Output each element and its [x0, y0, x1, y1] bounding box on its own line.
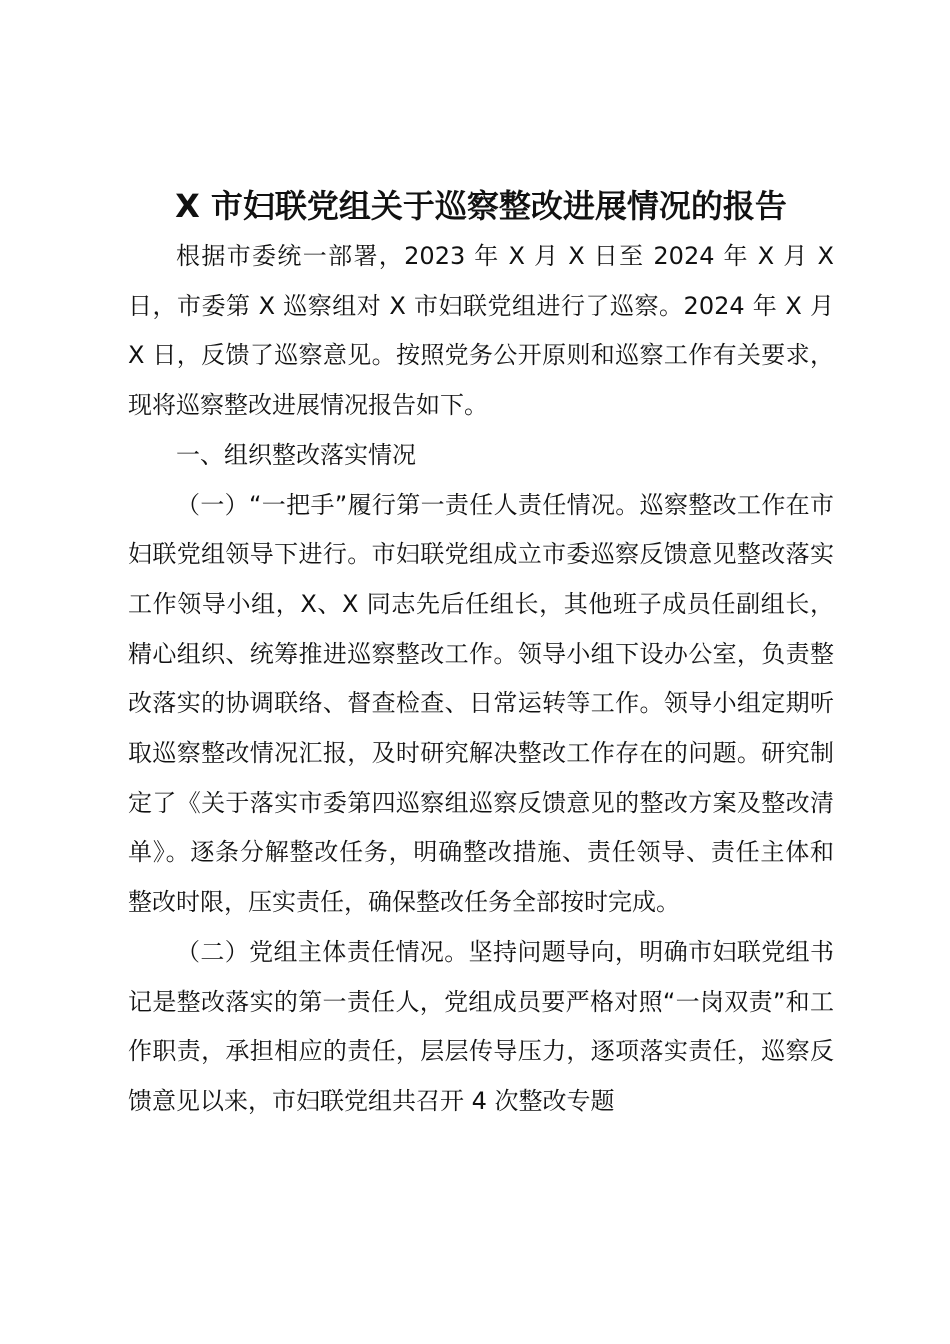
section-heading: 一、组织整改落实情况 [176, 440, 416, 469]
intro-paragraph: 根据市委统一部署，2023 年 X 月 X 日至 2024 年 X 月 X 日，市委第 X 巡察组对 X 市妇联党组进行了巡察。2024 年 X 月 X 日，反馈了巡察意见。按照党务公开原则和巡察工作有关要求，现将巡察整改进展情况报告如下。 [128, 242, 834, 420]
subsection-paragraph-2: （二）党组主体责任情况。坚持问题导向，明确市妇联党组书记是整改落实的第一责任人，党组成员要严格对照“一岗双责”和工作职责，承担相应的责任，层层传导压力，逐项落实责任，巡察反馈意见以来，市妇联党组共召开 4 次整改专题 [128, 937, 834, 1115]
document-page [128, 180, 834, 1127]
subsection-paragraph-1: （一）“一把手”履行第一责任人责任情况。巡察整改工作在市妇联党组领导下进行。市妇联党组成立市委巡察反馈意见整改落实工作领导小组，X、X 同志先后任组长，其他班子成员任副组长，精心组织、统筹推进巡察整改工作。领导小组下设办公室，负责整改落实的协调联络、督查检查、日常运转等工作。领导小组定期听取巡察整改情况汇报，及时研究解决整改工作存在的问题。研究制定了《关于落实市委第四巡察组巡察反馈意见的整改方案及整改清单》。逐条分解整改任务，明确整改措施、责任领导、责任主体和整改时限，压实责任，确保整改任务全部按时完成。 [128, 490, 834, 917]
document-title: X 市妇联党组关于巡察整改进展情况的报告 [175, 187, 787, 225]
